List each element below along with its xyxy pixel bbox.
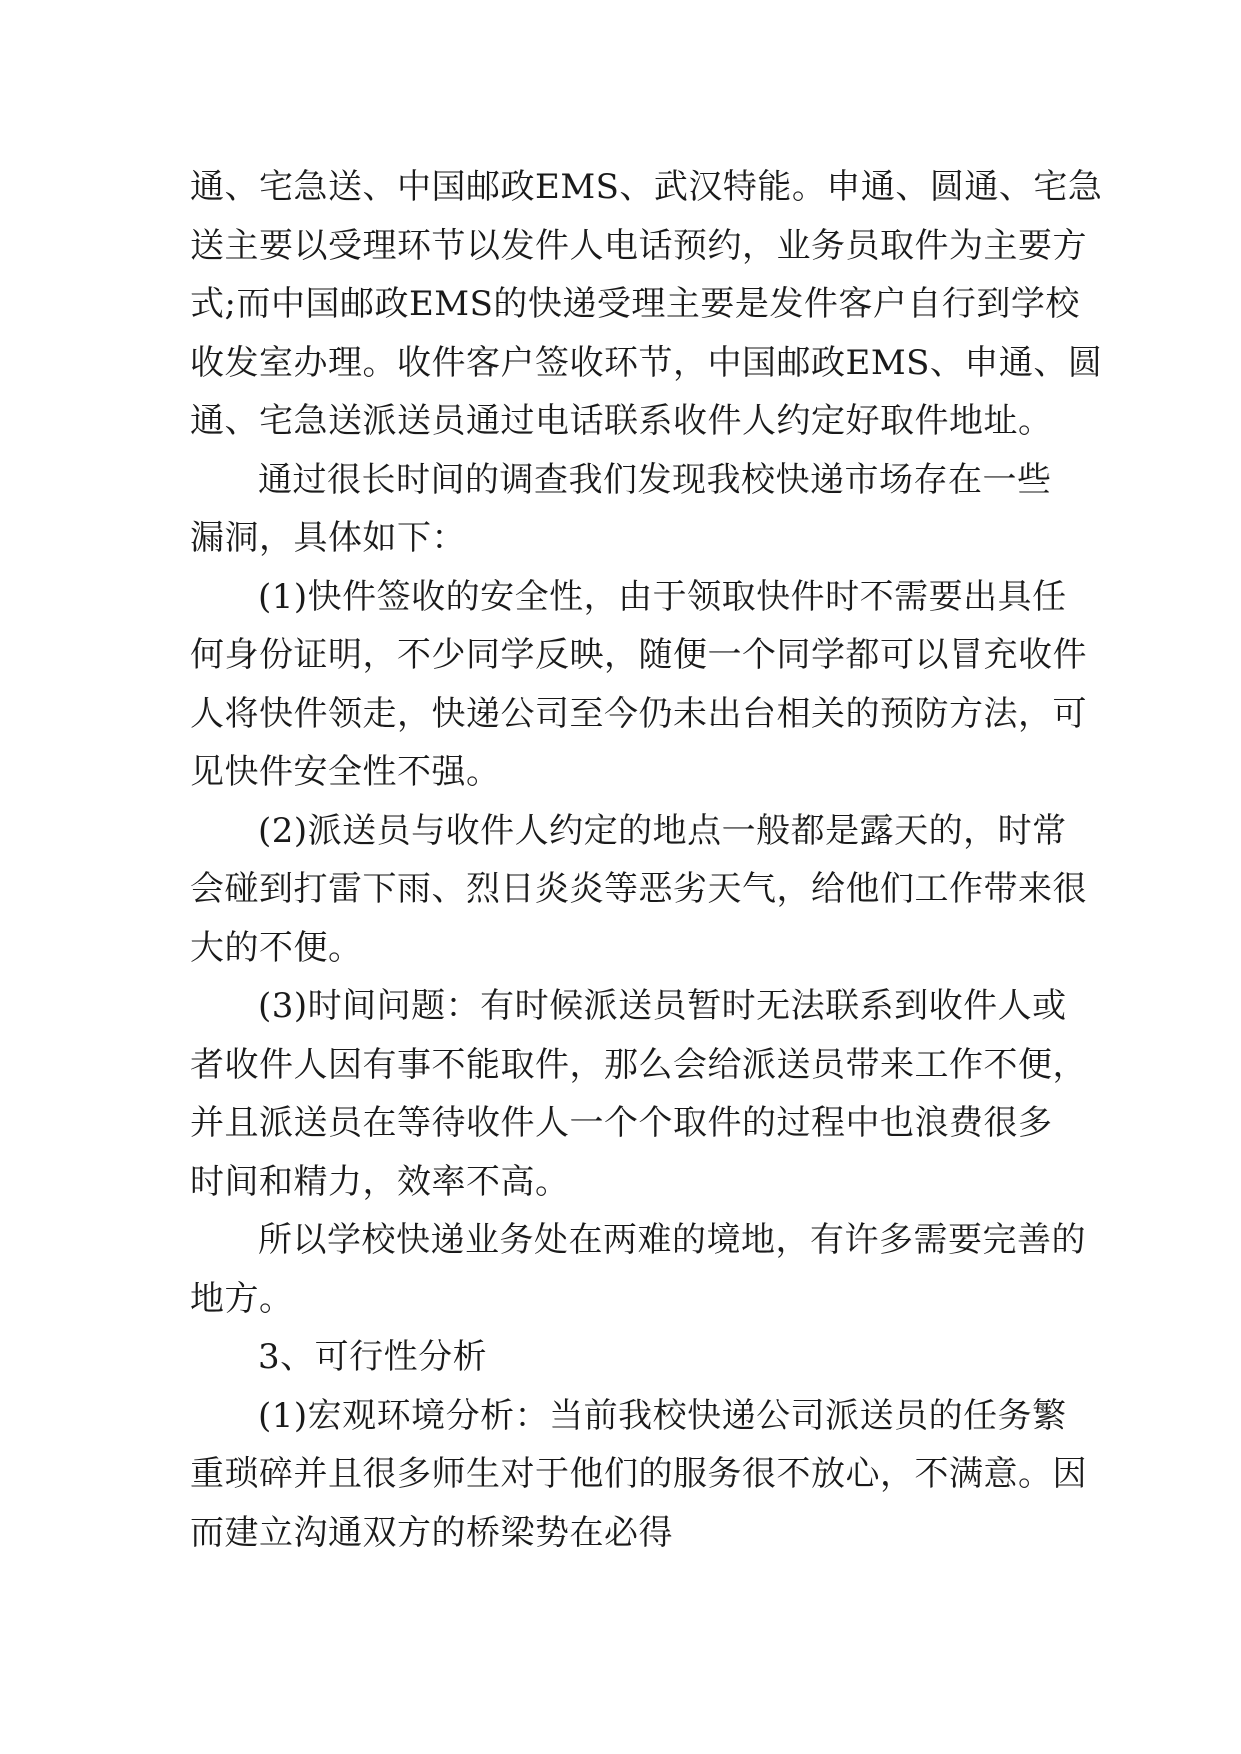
text-line: 时间和精力，效率不高。 [190,1161,570,1202]
text-line: 会碰到打雷下雨、烈日炎炎等恶劣天气，给他们工作带来很 [190,869,1087,909]
text-line: 并且派送员在等待收件人一个个取件的过程中也浪费很多 [190,1103,1053,1143]
text-line: (3)时间问题：有时候派送员暂时无法联系到收件人或 [258,986,1067,1026]
text-line: 送主要以受理环节以发件人电话预约，业务员取件为主要方 [190,225,1087,266]
text-line: 通、宅急送派送员通过电话联系收件人约定好取件地址。 [190,401,1053,441]
text-line: 收发室办理。收件客户签收环节，中国邮政EMS、申通、圆 [190,342,1103,383]
text-line: (1)快件签收的安全性，由于领取快件时不需要出具任 [258,576,1067,617]
text-line: 而建立沟通双方的桥梁势在必得 [190,1512,673,1553]
text-line: 人将快件领走，快递公司至今仍未出台相关的预防方法，可 [190,693,1087,734]
text-line: 者收件人因有事不能取件，那么会给派送员带来工作不便， [190,1044,1087,1085]
document-body [190,158,1103,1562]
text-line: 3、可行性分析 [258,1337,488,1377]
text-line: 所以学校快递业务处在两难的境地，有许多需要完善的 [258,1220,1086,1260]
text-line: (2)派送员与收件人约定的地点一般都是露天的，时常 [258,810,1067,851]
text-line: 漏洞，具体如下： [190,518,466,558]
text-line: 何身份证明，不少同学反映，随便一个同学都可以冒充收件 [190,635,1087,675]
text-line: 见快件安全性不强。 [190,752,501,792]
text-line: 大的不便。 [190,927,363,968]
text-line: 地方。 [190,1278,294,1319]
text-line: 通过很长时间的调查我们发现我校快递市场存在一些 [258,459,1052,500]
text-line: 通、宅急送、中国邮政EMS、武汉特能。申通、圆通、宅急 [190,167,1103,207]
text-line: 重琐碎并且很多师生对于他们的服务很不放心，不满意。因 [190,1454,1087,1494]
text-line: 式;而中国邮政EMS的快递受理主要是发件客户自行到学校 [190,284,1080,324]
text-line: (1)宏观环境分析：当前我校快递公司派送员的任务繁 [258,1395,1067,1436]
